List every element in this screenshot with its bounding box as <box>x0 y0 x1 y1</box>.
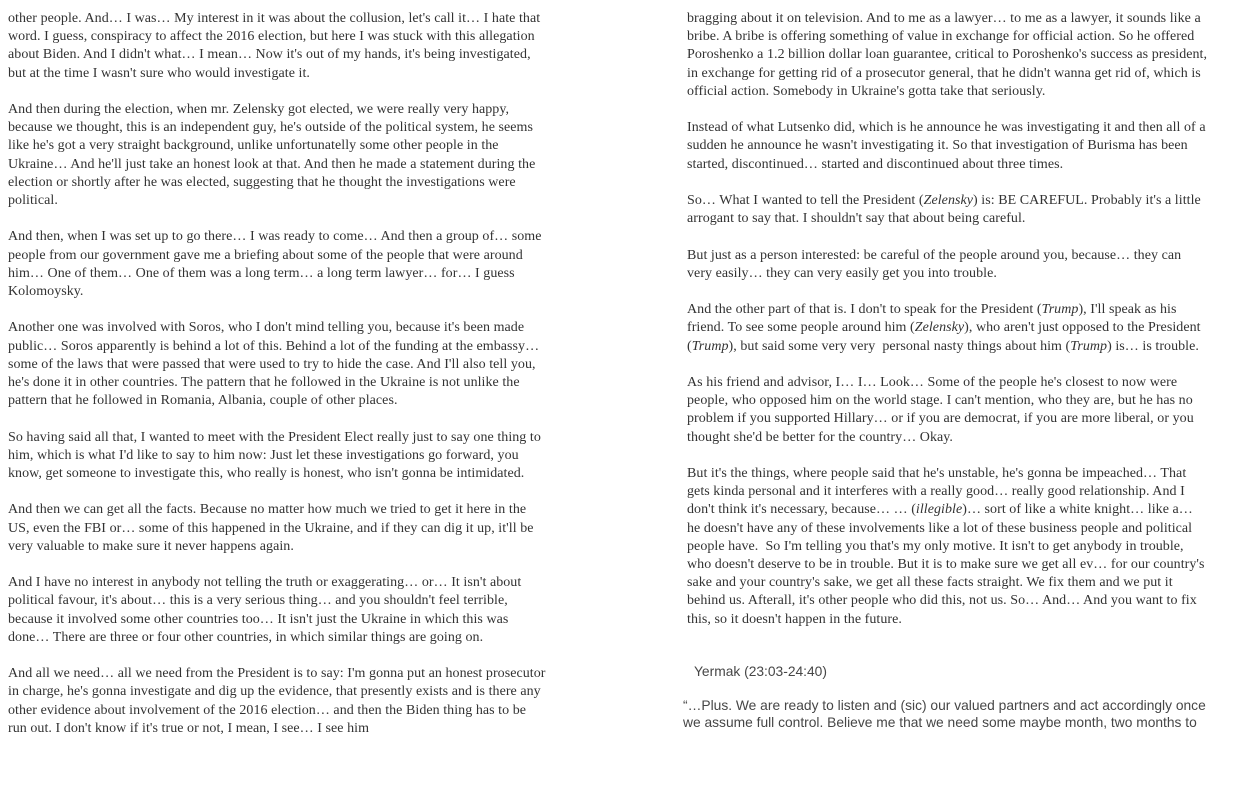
italic-name: Trump <box>1070 338 1108 354</box>
italic-name: illegible <box>915 502 963 518</box>
paragraph: Another one was involved with Soros, who I don't mind telling you, because it's been made public… Soros apparently is behind a lot of this. Behind a lot of the funding at the embassy… some of the laws that were passed that were used to try to hide the case. And I'll also tell you, he's done it in other countries. The pattern that he followed in the Ukraine is not unlike the pattern that he followed in Romania, Albania, couple of other places. <box>8 320 543 409</box>
paragraph: And then, when I was set up to go there… I was ready to come… And then a group of… some people from our government gave me a briefing about some of the people that were around him… One of them… One of them was a long term… a long term lawyer… for… I guess Kolomoysky. <box>8 229 546 300</box>
paragraph: other people. And… I was… My interest in it was about the collusion, let's call it… I hate that word. I guess, conspiracy to affect the 2016 election, but here I was stuck with this allegation about Biden. And I didn't what… I mean… Now it's out of my hands, it's being investigated, but at the time I wasn't sure who would investigate it. <box>8 11 544 81</box>
paragraph: And I have no interest in anybody not telling the truth or exaggerating… or… It isn't about political favour, it's about… this is a very serious thing… and you shouldn't feel terrible, because it involved some other countries too… It isn't just the Ukraine in which this was done… There are three or four other countries, in which similar things are going on. <box>8 575 525 645</box>
paragraph: As his friend and advisor, I… I… Look… Some of the people he's closest to now were people, who opposed him on the world stage. I can't mention, who they are, but he has no problem if you supported Hillary… or if you are democrat, if you are more liberal, or you thought she'd be better for the country… Okay. <box>687 374 1198 445</box>
paragraph: And all we need… all we need from the President is to say: I'm gonna put an honest prosecutor in charge, he's gonna investigate and dig up the evidence, that presently exists and is there any other evidence about involvement of the 2016 election… and then the Biden thing has to be run out. I don't know if it's true or not, I mean, I see… I see him <box>8 666 550 736</box>
paragraph: But just as a person interested: be careful of the people around you, because… they can very easily… they can very easily get you into trouble. <box>687 247 1185 281</box>
page-left-text-column <box>8 10 548 756</box>
paragraph: Instead of what Lutsenko did, which is he announce he was investigating it and then all of a sudden he announce he wasn't investigating it. So that investigation of Burisma has been started, discontinued… started and discontinued about three times. <box>687 120 1210 172</box>
paragraph: bragging about it on television. And to me as a lawyer… to me as a lawyer, it sounds like a bribe. A bribe is offering something of value in exchange for official action. So he offered Poroshenko a 1.2 billion dollar loan guarantee, critical to Poroshenko's success as president, in exchange for getting rid of a prosecutor general, that he didn't wanna get rid of, which is official action. Somebody in Ukraine's gotta take that seriously. <box>687 11 1211 99</box>
right-paragraph-list <box>687 10 1211 629</box>
paragraph: So having said all that, I wanted to meet with the President Elect really just to say one thing to him, which is what I'd like to say to him now: Just let these investigations go forward, you know, get someone to investigate this, who really is honest, who isn't gonna be intimidated. <box>8 429 545 482</box>
italic-name: Trump <box>691 338 729 354</box>
paragraph: So… What I wanted to tell the President (Zelensky) is: BE CAREFUL. Probably it's a little arrogant to say that. I shouldn't say that about being careful. <box>687 193 1205 227</box>
paragraph: And then during the election, when mr. Zelensky got elected, we were really very happy, because we thought, this is an independent guy, he's outside of the political system, he seems like he's got a very straight background, unlike unfortunatelly some other people in the Ukraine… And he'll just take an honest look at that. And then he made a statement during the election or shortly after he was elected, suggesting that he thought the investigations were political. <box>8 102 539 209</box>
paragraph: And the other part of that is. I don't to speak for the President (Trump), I'll speak as his friend. To see some people around him (Zelensky), who aren't just opposed to the President (Trump), but said some very very personal nasty things about him (Trump) is… is trouble. <box>687 302 1205 354</box>
paragraph: But it's the things, where people said that he's unstable, he's gonna be impeached… That gets kinda personal and it interferes with a really good… really good relationship. And I don't think it's necessary, because… … (illegible)… sort of like a white knight… like a… he doesn't have any of these involvements like a lot of these business people and political people have. So I'm telling you that's my only motive. It isn't to get anybody in trouble, who doesn't deserve to be in trouble. But it is to make sure we get all ev… for our country's sake and your country's sake, we get all these facts straight. We fix them and we put it behind us. Afterall, it's other people who did this, not us. So… And… And you want to fix this, so it doesn't happen in the future. <box>687 465 1209 627</box>
italic-name: Zelensky <box>923 193 974 208</box>
italic-name: Zelensky <box>914 320 965 336</box>
italic-name: Trump <box>1041 302 1079 318</box>
paragraph: And then we can get all the facts. Because no matter how much we tried to get it here in the US, even the FBI or… some of this happened in the Ukraine, and if they can dig it up, it'll be very valuable to make sure it never happens again. <box>8 502 538 554</box>
page-right-text-column <box>683 10 1211 732</box>
yermak-section-heading: Yermak (23:03-24:40) <box>694 663 827 679</box>
yermak-quote-paragraph: “…Plus. We are ready to listen and (sic) our valued partners and act accordingly once we assume full control. Believe me that we need some maybe month, two months to <box>683 697 1210 731</box>
